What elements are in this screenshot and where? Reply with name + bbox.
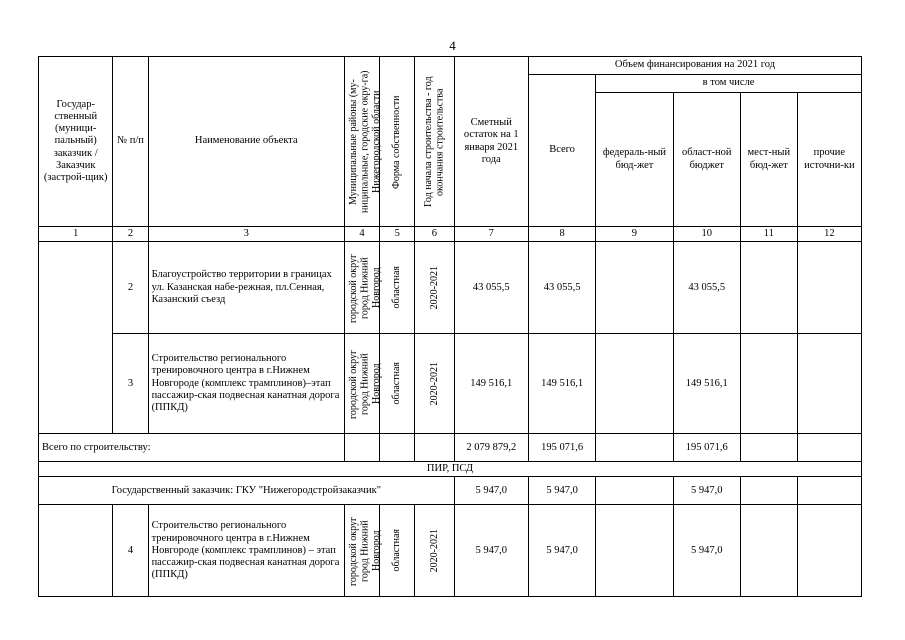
header-estimate: Сметный остаток на 1 января 2021 года [454,57,528,227]
header-local: мест-ный бюд-жет [740,93,797,227]
construction-total-regional: 195 071,6 [673,434,740,462]
header-years: Год начала строительства - год окончания строительства [415,57,454,227]
header-municipal: Муниципальные районы (му-ниципальные, городские окру-га) Нижегородской области [344,57,379,227]
row-ownership: областная [380,505,415,597]
construction-total-row [39,434,862,462]
section-row [39,462,862,477]
header-other: прочие источни-ки [797,93,861,227]
col-num: 6 [415,227,454,242]
row-municipal: городской округ город Нижний Новгород [344,505,379,597]
row-years: 2020-2021 [415,334,454,434]
row-years: 2020-2021 [415,505,454,597]
construction-total-estimate: 2 079 879,2 [454,434,528,462]
header-customer: Государ-ственный (муници-пальный) заказчик / Заказчик (застрой-щик) [39,57,113,227]
row-federal [596,334,674,434]
row-years: 2020-2021 [415,242,454,334]
row-estimate: 5 947,0 [454,505,528,597]
col-num: 11 [740,227,797,242]
table-row [39,334,862,434]
header-total: Всего [528,75,595,227]
row-other [797,334,861,434]
col-num: 3 [148,227,344,242]
customer-row [39,477,862,505]
section-title: ПИР, ПСД [39,462,862,477]
col-num: 2 [113,227,148,242]
customer-estimate: 5 947,0 [454,477,528,505]
row-total: 149 516,1 [528,334,595,434]
header-num: № п/п [113,57,148,227]
header-financing: Объем финансирования на 2021 год [528,57,861,75]
row-estimate: 149 516,1 [454,334,528,434]
row-num: 4 [113,505,148,597]
row-municipal: городской округ город Нижний Новгород [344,334,379,434]
row-total: 5 947,0 [528,505,595,597]
row-num: 2 [113,242,148,334]
row-estimate: 43 055,5 [454,242,528,334]
col-num: 1 [39,227,113,242]
row-other [797,242,861,334]
col-num: 4 [344,227,379,242]
col-num: 8 [528,227,595,242]
row-object-name: Строительство регионального тренировочного центра в г.Нижнем Новгороде (комплекс трамплинов) – этап пассажир-ская подвесная канатная дорога (ППКД) [148,505,344,597]
row-num: 3 [113,334,148,434]
col-num: 5 [380,227,415,242]
customer-total: 5 947,0 [528,477,595,505]
construction-total-total: 195 071,6 [528,434,595,462]
page-number: 4 [449,38,456,53]
row-ownership: областная [380,242,415,334]
construction-total-label: Всего по строительству: [39,434,345,462]
row-federal [596,242,674,334]
table-row [39,242,862,334]
col-num: 7 [454,227,528,242]
row-regional: 5 947,0 [673,505,740,597]
header-row-1 [39,57,862,75]
header-regional: област-ной бюджет [673,93,740,227]
customer-label: Государственный заказчик: ГКУ "Нижегородстройзаказчик" [39,477,455,505]
col-num: 12 [797,227,861,242]
header-federal: федераль-ный бюд-жет [596,93,674,227]
header-including: в том числе [596,75,862,93]
customer-cell-empty [39,242,113,434]
row-ownership: областная [380,334,415,434]
row-local [740,334,797,434]
row-municipal: городской округ город Нижний Новгород [344,242,379,334]
row-regional: 43 055,5 [673,242,740,334]
customer-regional: 5 947,0 [673,477,740,505]
table-row [39,505,862,597]
row-local [740,242,797,334]
row-regional: 149 516,1 [673,334,740,434]
column-number-row [39,227,862,242]
row-object-name: Строительство регионального тренировочного центра в г.Нижнем Новгороде (комплекс трамплинов)–этап пассажир-ская подвесная канатная дорога (ППКД) [148,334,344,434]
row-total: 43 055,5 [528,242,595,334]
row-object-name: Благоустройство территории в границах ул. Казанская набе-режная, пл.Сенная, Казанский съезд [148,242,344,334]
col-num: 9 [596,227,674,242]
header-object-name: Наименование объекта [148,57,344,227]
financing-table [38,56,862,597]
col-num: 10 [673,227,740,242]
header-ownership: Форма собственности [380,57,415,227]
